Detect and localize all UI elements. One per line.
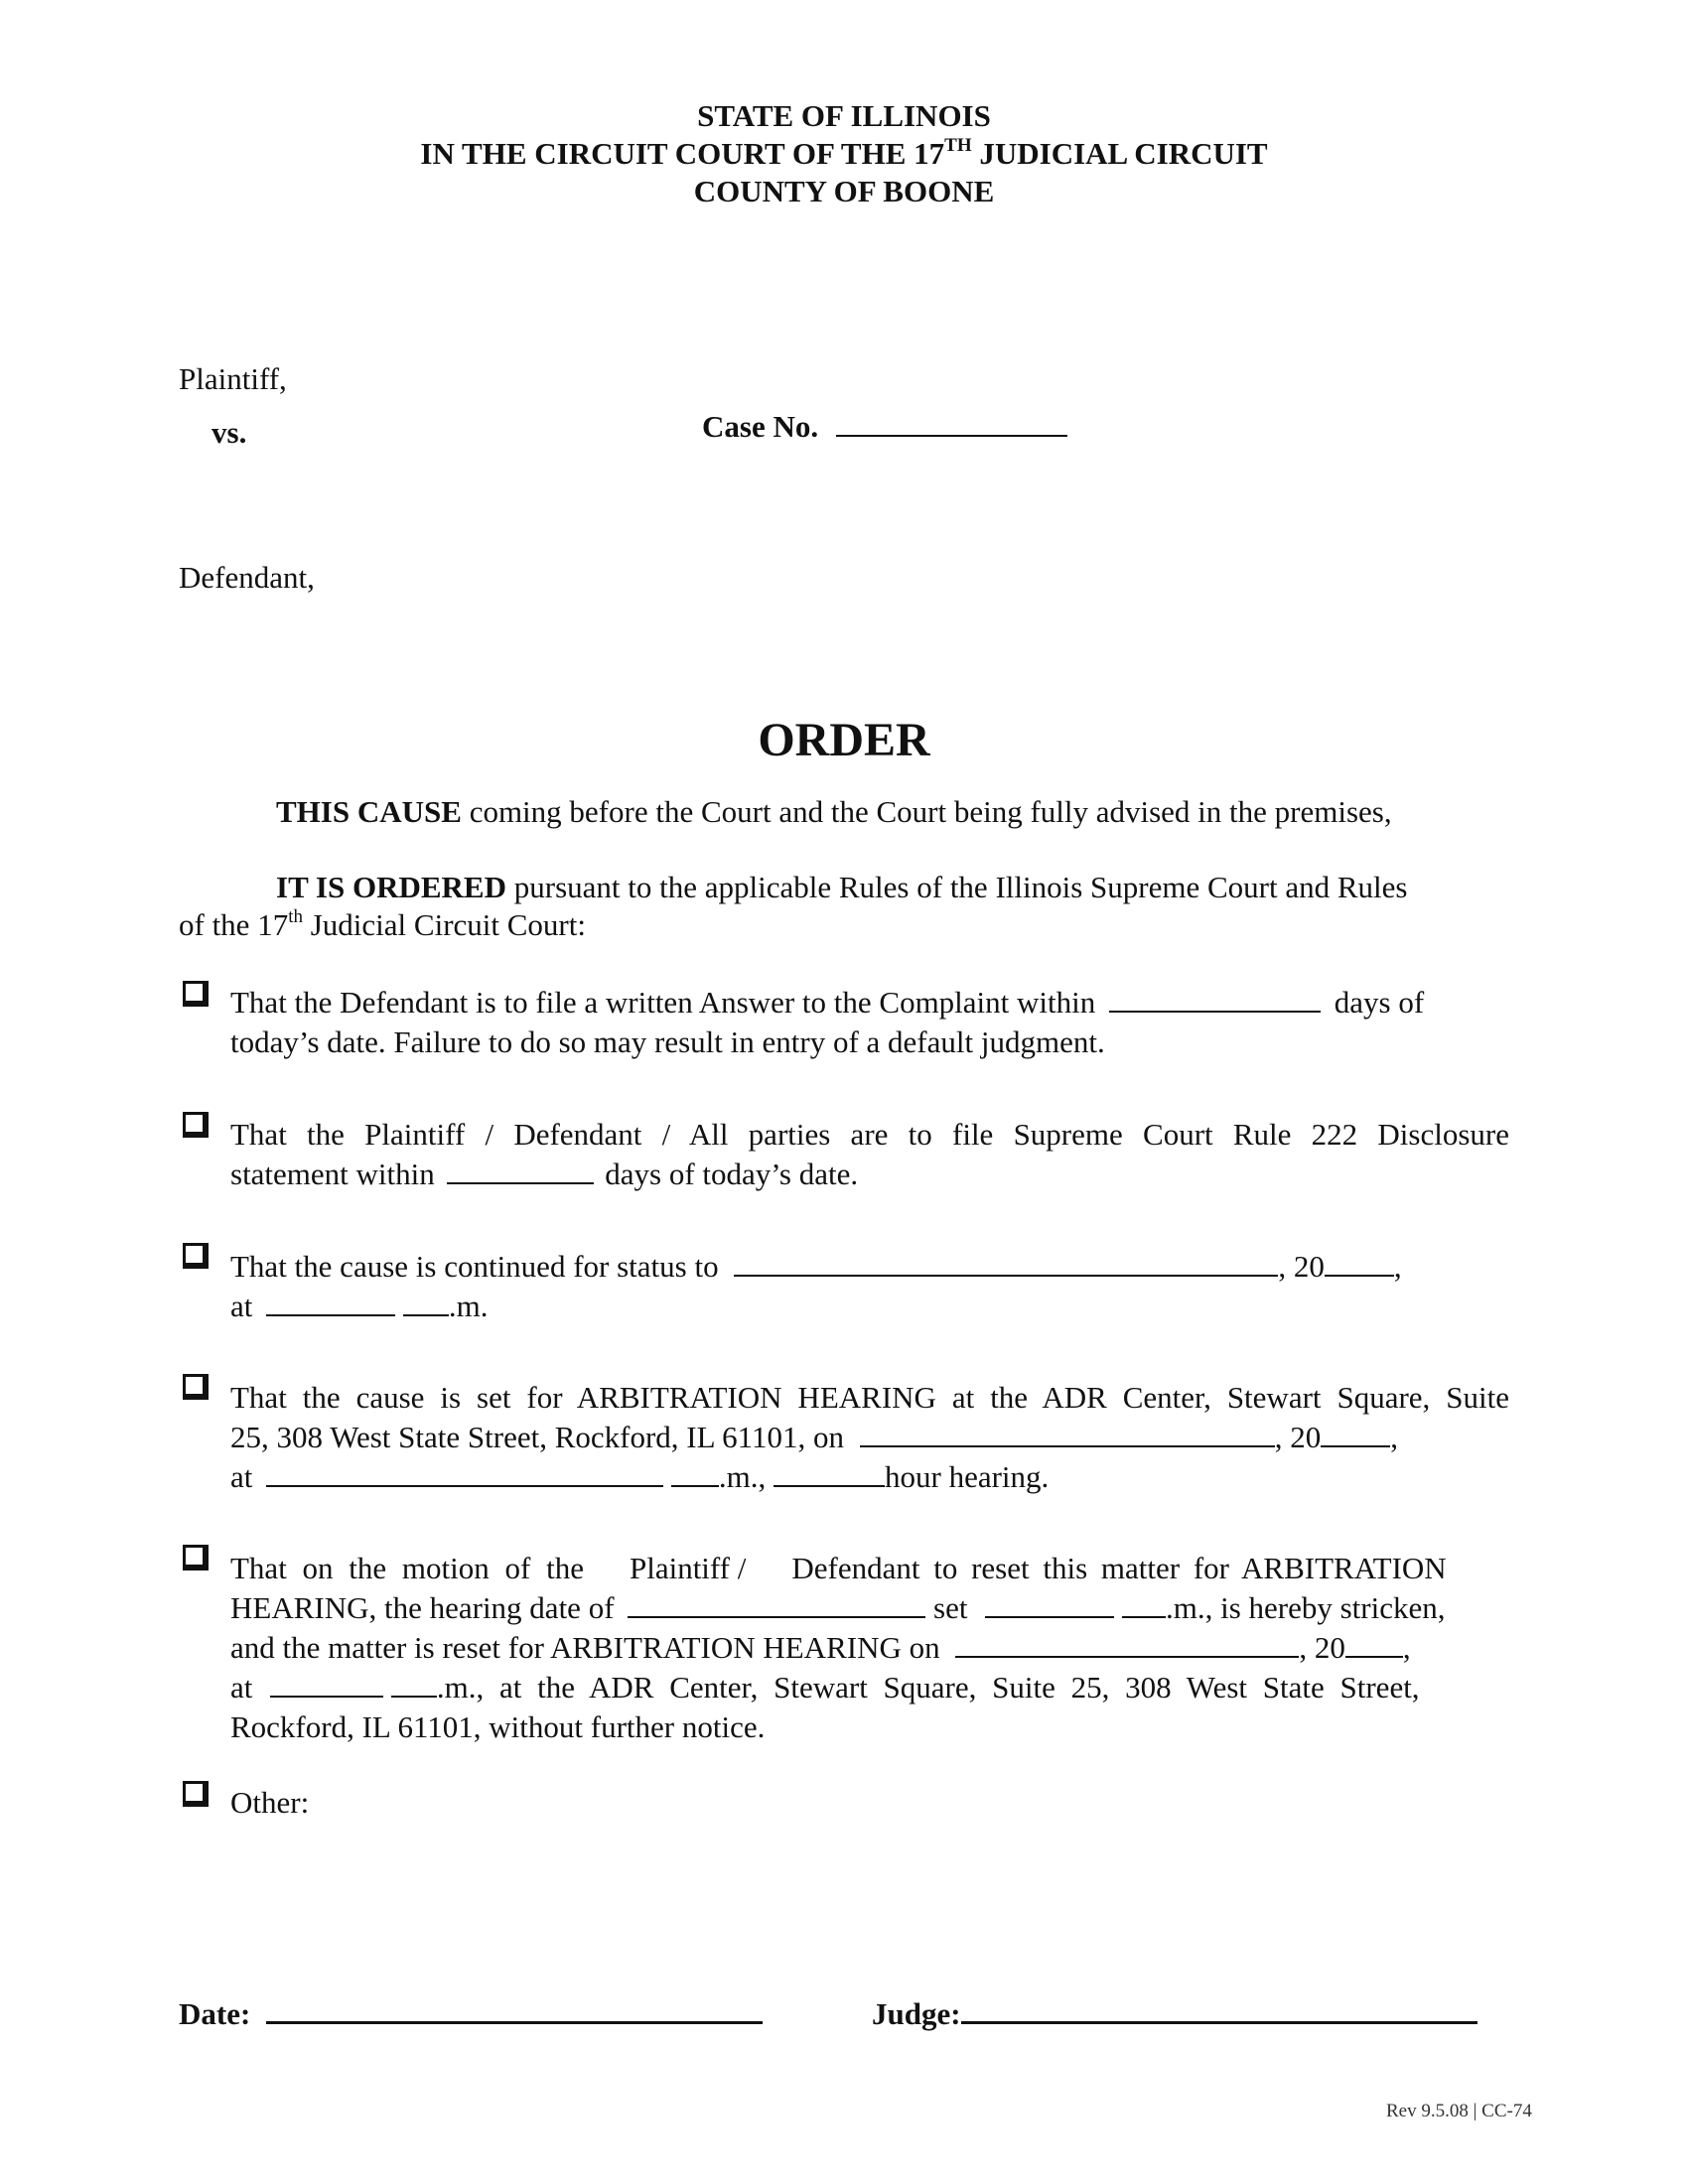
status-option: That the cause is continued for status to , 20 , at .m. — [230, 1249, 1402, 1323]
status-ampm-blank[interactable] — [403, 1289, 449, 1316]
date-label: Date: — [179, 1996, 251, 2031]
case-number — [702, 409, 1067, 445]
status-checkbox[interactable] — [183, 1243, 209, 1269]
revision-footer: Rev 9.5.08 | CC-74 — [1386, 2101, 1532, 2121]
reset-new-time-blank[interactable] — [270, 1670, 383, 1698]
answer-days-blank[interactable] — [1109, 985, 1321, 1013]
disclosure-option: That the Plaintiff / Defendant / All parties are to file Supreme Court Rule 222 Disclosure statement within days of today’s date. — [230, 1117, 1509, 1191]
arbitration-hours-blank[interactable] — [774, 1459, 885, 1487]
it-is-ordered-line2: of the 17th Judicial Circuit Court: — [179, 905, 586, 942]
status-date-blank[interactable] — [734, 1249, 1278, 1277]
this-cause-paragraph: THIS CAUSE coming before the Court and the Court being fully advised in the premises, — [276, 794, 1392, 829]
date-signature — [179, 1991, 763, 2032]
judge-label: Judge: — [872, 1996, 961, 2031]
reset-original-time-blank[interactable] — [985, 1590, 1114, 1618]
disclosure-days-blank[interactable] — [447, 1157, 594, 1184]
other-checkbox[interactable] — [183, 1781, 209, 1807]
reset-new-date-blank[interactable] — [955, 1630, 1299, 1658]
reset-option: That on the motion of the Plaintiff / Defendant to reset this matter for ARBITRATION HEARING, the hearing date of set .m., is hereby stricken, and the matter is reset for ARBITRATION HEARING on , 20 , at .m., at the ADR Center, Stewart Square, Suite 25, 308 West State Street, Rockford, IL 61101, without further notice. — [230, 1551, 1447, 1744]
plaintiff-label: Plaintiff, — [179, 361, 287, 396]
date-line[interactable] — [266, 1991, 763, 2024]
court-county-heading: COUNTY OF BOONE — [693, 174, 995, 208]
status-year-blank[interactable] — [1325, 1249, 1394, 1277]
case-number-label: Case No. — [702, 409, 819, 444]
reset-original-date-blank[interactable] — [628, 1590, 925, 1618]
other-label: Other: — [230, 1785, 310, 1820]
arbitration-date-blank[interactable] — [860, 1420, 1275, 1447]
arbitration-year-blank[interactable] — [1321, 1420, 1390, 1447]
court-circuit-heading: IN THE CIRCUIT COURT OF THE 17TH JUDICIAL CIRCUIT — [420, 134, 1268, 171]
defendant-label: Defendant, — [179, 560, 315, 595]
reset-original-ampm-blank[interactable] — [1122, 1590, 1166, 1618]
reset-checkbox[interactable] — [183, 1545, 209, 1570]
arbitration-option: That the cause is set for ARBITRATION HEARING at the ADR Center, Stewart Square, Suite 25, 308 West State Street, Rockford, IL 61101, on , 20 , at .m., hour hearing. — [230, 1380, 1509, 1494]
arbitration-time-blank[interactable] — [266, 1459, 663, 1487]
court-state-heading: STATE OF ILLINOIS — [697, 98, 991, 133]
vs-label: vs. — [211, 415, 247, 450]
arbitration-checkbox[interactable] — [183, 1374, 209, 1400]
status-time-blank[interactable] — [266, 1289, 395, 1316]
judge-signature — [872, 1991, 1477, 2032]
arbitration-ampm-blank[interactable] — [671, 1459, 719, 1487]
answer-option: That the Defendant is to file a written Answer to the Complaint within days of today’s date. Failure to do so may result in entry of a default judgment. — [230, 985, 1425, 1059]
judge-line[interactable] — [961, 1991, 1477, 2024]
reset-new-ampm-blank[interactable] — [391, 1670, 437, 1698]
disclosure-checkbox[interactable] — [183, 1112, 209, 1138]
order-title: ORDER — [758, 714, 930, 766]
case-number-blank[interactable] — [836, 409, 1067, 437]
answer-checkbox[interactable] — [183, 981, 209, 1007]
it-is-ordered-line1: IT IS ORDERED pursuant to the applicable Rules of the Illinois Supreme Court and Rules — [276, 870, 1408, 904]
reset-new-year-blank[interactable] — [1345, 1630, 1403, 1658]
